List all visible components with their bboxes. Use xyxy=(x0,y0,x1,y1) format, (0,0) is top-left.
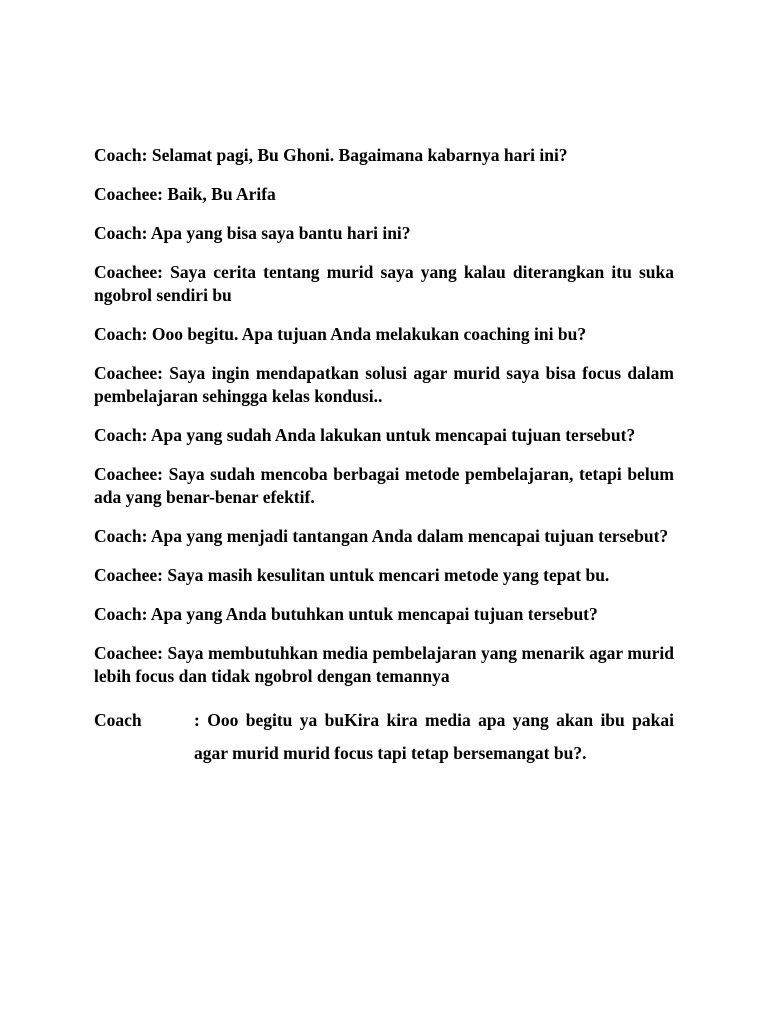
final-dialogue-text: : Ooo begitu ya buKira kira media apa yang akan ibu pakai agar murid murid focus tapi tetap bersemangat bu?. xyxy=(194,710,674,763)
dialogue-line: Coach: Apa yang bisa saya bantu hari ini? xyxy=(94,223,411,243)
dialogue-line: Coachee: Baik, Bu Arifa xyxy=(94,184,276,204)
dialogue-line: Coachee: Saya membutuhkan media pembelajaran yang menarik agar murid lebih focus dan tidak ngobrol dengan temannya xyxy=(94,643,674,686)
dialogue-line: Coach: Apa yang menjadi tantangan Anda dalam mencapai tujuan tersebut? xyxy=(94,526,669,546)
dialogue-line: Coachee: Saya cerita tentang murid saya yang kalau diterangkan itu suka ngobrol sendiri bu xyxy=(94,262,674,305)
dialogue-line: Coachee: Saya ingin mendapatkan solusi agar murid saya bisa focus dalam pembelajaran sehingga kelas kondusi.. xyxy=(94,363,674,406)
final-dialogue-entry xyxy=(94,704,674,769)
dialogue-line: Coach: Apa yang sudah Anda lakukan untuk mencapai tujuan tersebut? xyxy=(94,425,636,445)
dialogue-content xyxy=(94,144,674,769)
dialogue-line: Coachee: Saya sudah mencoba berbagai metode pembelajaran, tetapi belum ada yang benar-benar efektif. xyxy=(94,464,674,507)
dialogue-line: Coach: Apa yang Anda butuhkan untuk mencapai tujuan tersebut? xyxy=(94,604,598,624)
dialogue-line: Coach: Ooo begitu. Apa tujuan Anda melakukan coaching ini bu? xyxy=(94,324,587,344)
final-speaker-label: Coach xyxy=(94,710,142,730)
dialogue-line: Coachee: Saya masih kesulitan untuk mencari metode yang tepat bu. xyxy=(94,565,610,585)
dialogue-line: Coach: Selamat pagi, Bu Ghoni. Bagaimana kabarnya hari ini? xyxy=(94,145,568,165)
